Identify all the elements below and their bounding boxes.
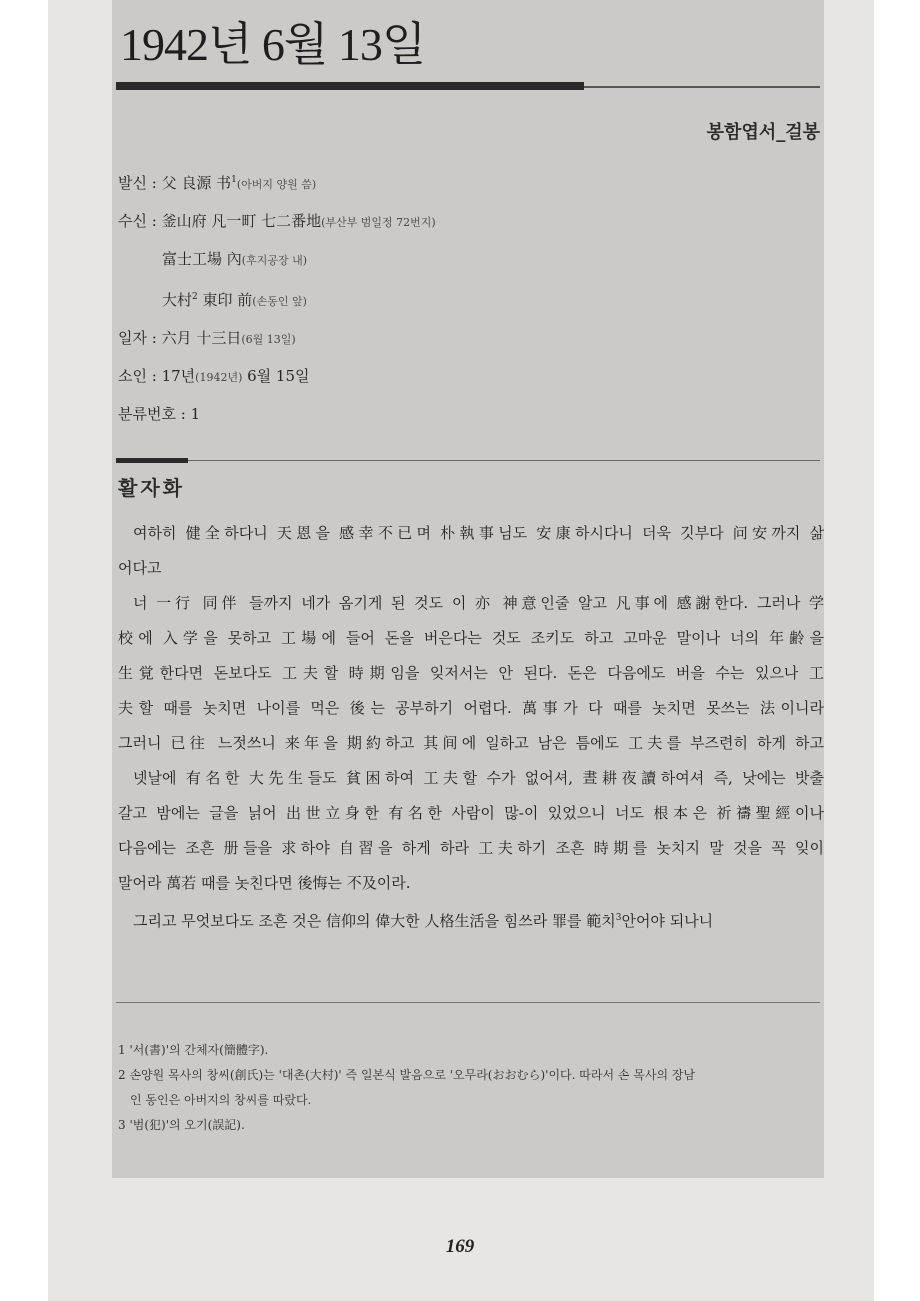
title-rule-thin [584,86,820,88]
recipient-value: 釜山府 凡一町 七二番地 [161,212,322,230]
postmark-date: 6월 15일 [242,367,310,385]
body-line: 너 一行 同伴 들까지 네가 옴기게 된 것도 이 亦 神意인줄 알고 凡事에 感謝한다. 그러나 学 [133,594,824,612]
sender-note: (아버지 양원 씀) [236,178,317,191]
title-rule [116,82,584,90]
recipient-note: (부산부 범일정 72번지) [321,216,436,229]
footnote-1: 1 '서(書)'의 간체자(簡體字). [118,1043,269,1057]
recipient-line2-value: 富士工場 內 [162,250,242,268]
letter-body [118,516,824,936]
recipient-label: 수신 : [118,212,162,230]
recipient-line2-note: (후지공장 내) [241,254,307,267]
date-label: 일자 : [118,329,162,347]
body-line-last [118,901,824,936]
sender-label: 발신 : [118,174,162,192]
footnote-ref-3: 3 [615,913,622,923]
recipient-line3-note: (손동인 앞) [252,295,307,308]
body-line: 生覚한다면 돈보다도 工夫할 時期임을 잊저서는 안 된다. 돈은 다음에도 버을 수는 있으나 工 [118,664,824,682]
footnote-ref-1: 1 [231,175,237,185]
footnote-3: 3 '범(犯)'의 오기(誤記). [118,1118,245,1132]
sender-value: 父 良源 书 [161,174,232,192]
postmark-label: 소인 : [118,367,162,385]
footnote-2: 2 손양원 목사의 창씨(創氏)는 '대촌(大村)' 즉 일본식 발음으로 '오무라(おおむら)'이다. 따라서 손 목사의 장남 [118,1068,696,1082]
recipient-line-2 [118,241,436,279]
postmark-value: 17년 [161,367,196,385]
date-row [118,320,436,358]
body-line: 갈고 밤에는 글을 닑어 出世立身한 有名한 사람이 많-이 있었으니 너도 根本은 祈禱聖經이나 [118,804,824,822]
section-title: 활자화 [118,476,185,500]
date-note: (6월 13일) [241,333,296,346]
footnote-ref-2: 2 [192,292,198,302]
body-line: 다음에는 조흔 册들을 求하야 自習을 하게 하라 工夫하기 조흔 時期를 놋치지 말 것을 꼭 잊이 [118,839,824,857]
postmark-row [118,358,436,396]
body-line: 여하히 健全하다니 天恩을 感幸不已며 朴執事님도 安康하시다니 더욱 깃부다 问安까지 삶 [133,524,824,542]
body-line-text: 그리고 무엇보다도 조흔 것은 信仰의 偉大한 人格生活을 힘쓰라 罪를 範치 [133,912,616,930]
body-line: 校에 入学을 못하고 工場에 들어 돈을 버은다는 것도 조키도 하고 고마운 말이나 너의 年齢을 [118,629,824,647]
footnote-rule [116,1002,820,1003]
body-line: 夫할 때를 놋치면 나이를 먹은 後는 공부하기 어렵다. 萬事가 다 때를 놋치면 못쓰는 法이니라 [118,699,824,717]
body-line-text-end: 안어야 되나니 [621,912,714,930]
recipient-line-3 [118,279,436,320]
classification-label: 분류번호 : [118,405,191,423]
page-number: 169 [445,1236,475,1257]
section-rule [116,458,188,463]
date-value: 六月 十三日 [161,329,242,347]
body-line: 어다고 [118,559,162,577]
classification-row [118,396,436,432]
page-title: 1942년 6월 13일 [120,19,426,70]
recipient-line3-rest: 東印 前 [197,291,253,309]
postmark-note: (1942년) [195,371,243,384]
recipient-line3-name: 大村 [162,291,193,309]
section-rule-thin [188,460,820,461]
sender-row [118,162,436,203]
classification-value: 1 [190,405,201,423]
letter-type: 봉함엽서_걸봉 [706,122,820,143]
recipient-row [118,203,436,241]
body-line: 그러니 已往 느젓쓰니 来年을 期約하고 其间에 일하고 남은 틈에도 工夫를 부즈련히 하게 하고 [118,734,824,752]
footnote-2-continued: 인 동인은 아버지의 창씨를 따랐다. [130,1093,312,1107]
body-line: 넷날에 有名한 大先生들도 貧困하여 工夫할 수가 없어셔, 晝耕夜讀하여셔 즉, 낫에는 밧출 [133,769,824,787]
footnotes [118,1038,824,1138]
letter-metadata [118,162,436,432]
body-line: 말어라 萬若 때를 놋친다면 後悔는 不及이라. [118,874,411,892]
